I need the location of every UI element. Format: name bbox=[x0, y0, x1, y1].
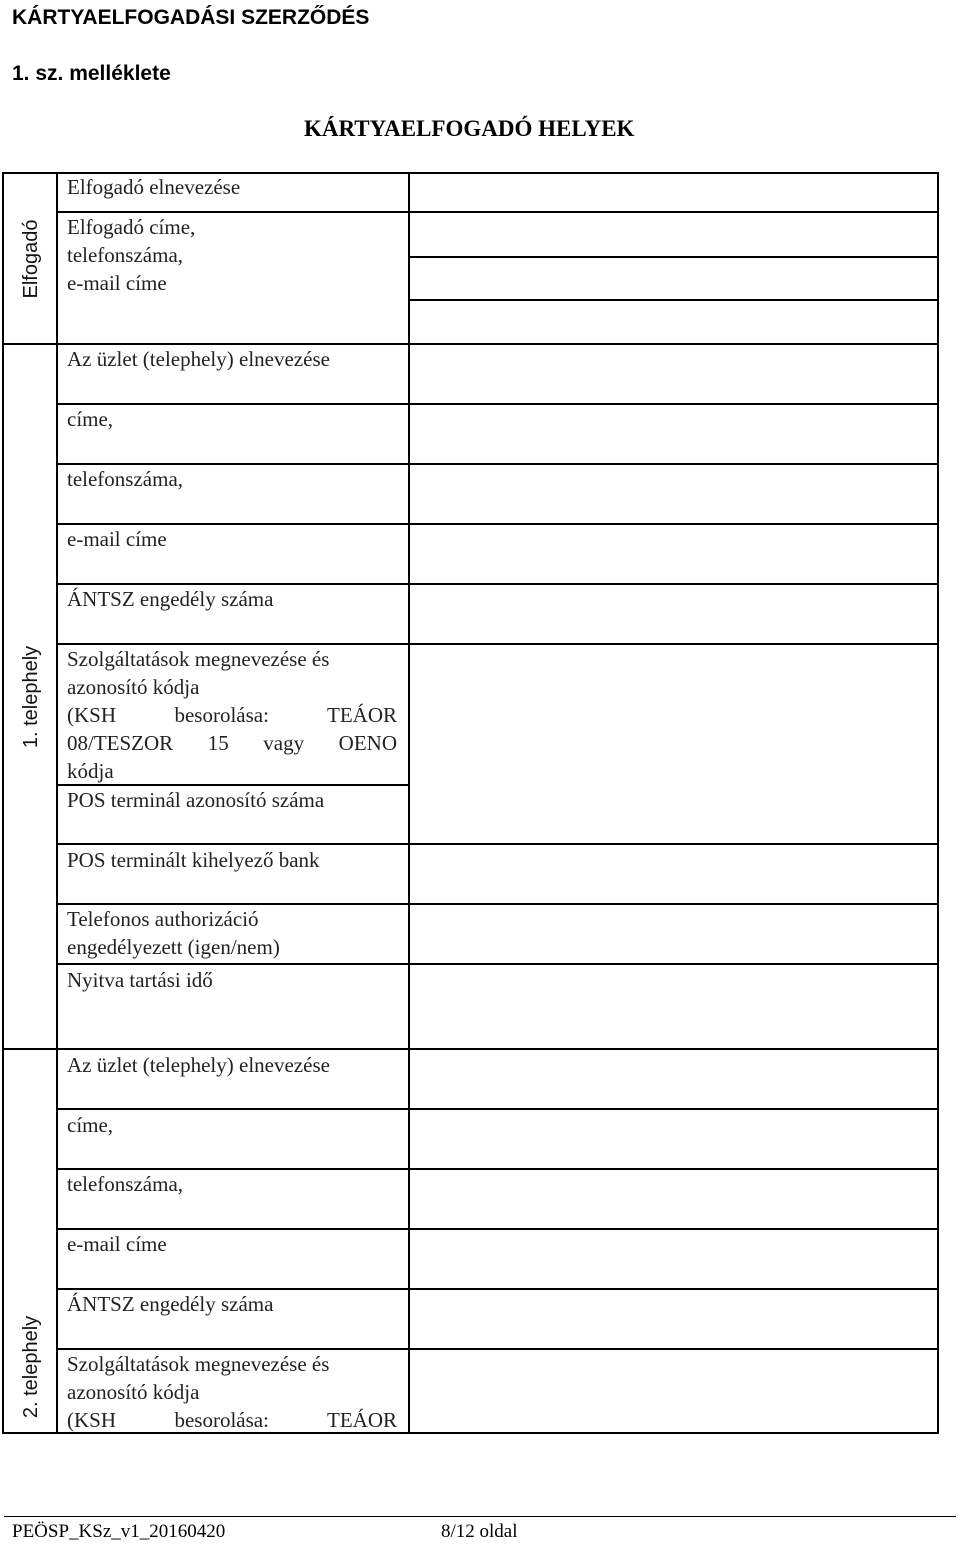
row-label-antsz-permit: ÁNTSZ engedély száma bbox=[67, 587, 274, 611]
row-label-acceptor-email: e-mail címe bbox=[67, 271, 167, 295]
row-label-acceptor-phone: telefonszáma, bbox=[67, 243, 184, 267]
row-label-store2-services-line1: Szolgáltatások megnevezése és bbox=[67, 1352, 330, 1376]
row-label-acceptor-address: Elfogadó címe, bbox=[67, 215, 196, 239]
footer-doc-id: PEÖSP_KSz_v1_20160420 bbox=[12, 1521, 226, 1542]
row-label-services-line3: (KSH besorolása: TEÁOR bbox=[67, 703, 397, 727]
row-label-store-address: címe, bbox=[67, 407, 114, 431]
document-title: KÁRTYAELFOGADÁSI SZERZŐDÉS bbox=[12, 6, 370, 29]
footer-divider bbox=[4, 1516, 956, 1517]
row-label-store2-email: e-mail címe bbox=[67, 1232, 167, 1256]
footer-page-number: 8/12 oldal bbox=[441, 1521, 518, 1542]
row-label-services-line5: kódja bbox=[67, 759, 114, 783]
row-label-opening-hours: Nyitva tartási idő bbox=[67, 968, 213, 992]
row-label-phone-auth-line1: Telefonos authorizáció bbox=[67, 907, 259, 931]
row-label-store2-services-line2: azonosító kódja bbox=[67, 1380, 200, 1404]
row-label-store-email: e-mail címe bbox=[67, 527, 167, 551]
row-label-store2-name: Az üzlet (telephely) elnevezése bbox=[67, 1053, 330, 1077]
row-label-services-line2: azonosító kódja bbox=[67, 675, 200, 699]
group-label-telephely-2: 2. telephely bbox=[20, 1315, 42, 1419]
row-label-store2-antsz-permit: ÁNTSZ engedély száma bbox=[67, 1292, 274, 1316]
row-label-store2-services-line3: (KSH besorolása: TEÁOR bbox=[67, 1408, 397, 1432]
row-label-store2-phone: telefonszáma, bbox=[67, 1172, 184, 1196]
row-label-phone-auth-line2: engedélyezett (igen/nem) bbox=[67, 935, 280, 959]
document-subtitle: 1. sz. melléklete bbox=[12, 62, 171, 85]
row-label-services-line4: 08/TESZOR 15 vagy OENO bbox=[67, 731, 397, 755]
section-title: KÁRTYAELFOGADÓ HELYEK bbox=[304, 116, 635, 141]
row-label-pos-terminal-id: POS terminál azonosító száma bbox=[67, 788, 325, 812]
row-label-store2-address: címe, bbox=[67, 1113, 114, 1137]
row-label-store-phone: telefonszáma, bbox=[67, 467, 184, 491]
group-label-elfogado: Elfogadó bbox=[20, 219, 42, 299]
row-label-acceptor-name: Elfogadó elnevezése bbox=[67, 175, 241, 199]
row-label-store-name: Az üzlet (telephely) elnevezése bbox=[67, 347, 330, 371]
row-label-pos-bank: POS terminált kihelyező bank bbox=[67, 848, 320, 872]
row-label-services-line1: Szolgáltatások megnevezése és bbox=[67, 647, 330, 671]
group-label-telephely-1: 1. telephely bbox=[20, 645, 42, 749]
